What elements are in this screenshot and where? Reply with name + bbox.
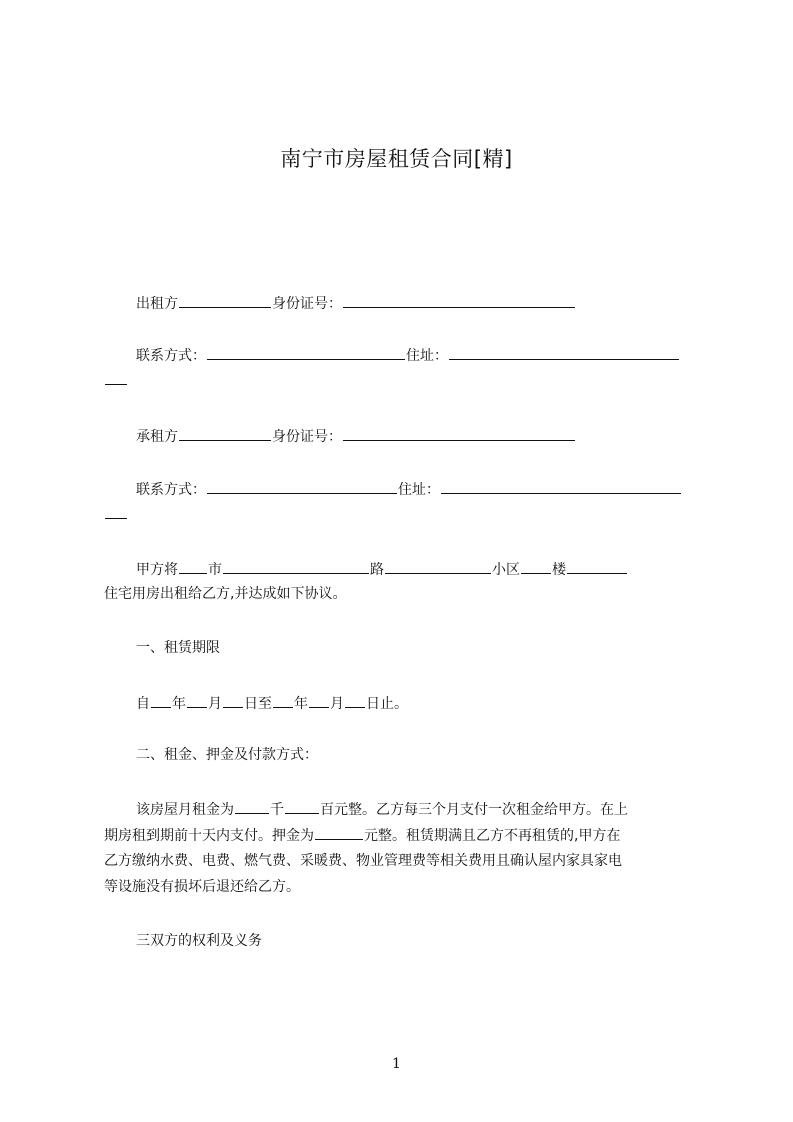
city-blank	[179, 558, 207, 574]
page-number: 1	[392, 1056, 401, 1072]
term-from-text: 自	[136, 696, 150, 712]
rent-line-1	[104, 798, 732, 820]
lessor-id-label: 身份证号：	[272, 296, 342, 312]
lessee-label: 承租方	[136, 429, 178, 445]
lessee-contact-label: 联系方式：	[136, 482, 206, 498]
term-year-text: 年	[172, 696, 186, 712]
rent-hundred-blank	[285, 798, 319, 814]
section-1-title: 一、租赁期限	[136, 640, 220, 656]
lessee-contact-line	[104, 478, 732, 500]
premises-line-tail: 住宅用房出租给乙方,并达成如下协议。	[104, 586, 347, 602]
term-end-year-text: 年	[294, 696, 308, 712]
term-end-month-text: 月	[330, 696, 344, 712]
end-year-blank	[273, 692, 293, 708]
lessor-address-continuation	[104, 369, 700, 391]
lessor-label: 出租方	[136, 296, 178, 312]
lessor-contact-line	[104, 344, 732, 366]
end-month-blank	[309, 692, 329, 708]
lessor-contact-label: 联系方式：	[136, 348, 206, 364]
lessee-id-blank	[343, 425, 575, 441]
term-day-end-text: 日止。	[366, 696, 408, 712]
rent-hundred-tail-text: 百元整。乙方每三个月支付一次租金给甲方。在上	[320, 802, 628, 818]
road-blank	[223, 558, 369, 574]
lessor-address-blank-cont	[105, 369, 127, 385]
term-day-to-text: 日至	[244, 696, 272, 712]
lessee-id-label: 身份证号：	[272, 429, 342, 445]
section-2-title: 二、租金、押金及付款方式：	[136, 747, 318, 763]
deposit-blank	[315, 824, 363, 840]
document-title: 南宁市房屋租赁合同[精]	[280, 147, 513, 171]
lessee-name-blank	[179, 425, 271, 441]
lessor-address-blank	[449, 344, 679, 360]
building-blank	[521, 558, 551, 574]
lessor-name-blank	[179, 292, 271, 308]
start-year-blank	[151, 692, 171, 708]
lessor-id-blank	[343, 292, 575, 308]
premises-line	[104, 558, 732, 580]
premises-text-building: 楼	[552, 562, 566, 578]
premises-text-road: 路	[370, 562, 384, 578]
end-day-blank	[345, 692, 365, 708]
start-day-blank	[223, 692, 243, 708]
rent-thousand-blank	[235, 798, 269, 814]
lessor-line	[104, 292, 732, 314]
premises-text-community: 小区	[492, 562, 520, 578]
start-month-blank	[187, 692, 207, 708]
rent-intro-text: 该房屋月租金为	[136, 802, 234, 818]
rent-thousand-text: 千	[270, 802, 284, 818]
rent-line-4: 等设施没有损坏后退还给乙方。	[104, 879, 300, 895]
community-blank	[385, 558, 491, 574]
rent-deposit-intro-text: 期房租到期前十天内支付。押金为	[104, 828, 314, 844]
rent-deposit-tail-text: 元整。租赁期满且乙方不再租赁的,甲方在	[364, 828, 621, 844]
lessee-address-blank	[441, 478, 681, 494]
lessor-address-label: 住址：	[406, 348, 448, 364]
rent-line-3: 乙方缴纳水费、电费、燃气费、采暖费、物业管理费等相关费用且确认屋内家具家电	[104, 853, 622, 869]
lessee-contact-blank	[207, 478, 397, 494]
rent-line-2	[104, 824, 700, 846]
premises-text-party-a: 甲方将	[136, 562, 178, 578]
lessee-line	[104, 425, 732, 447]
unit-blank	[567, 558, 627, 574]
lessee-address-label: 住址：	[398, 482, 440, 498]
lease-term-line	[104, 692, 732, 714]
premises-text-city: 市	[208, 562, 222, 578]
term-month-text: 月	[208, 696, 222, 712]
lessee-address-continuation	[104, 503, 700, 525]
lessor-contact-blank	[207, 344, 405, 360]
section-3-title: 三双方的权利及义务	[136, 933, 262, 949]
lessee-address-blank-cont	[105, 503, 127, 519]
